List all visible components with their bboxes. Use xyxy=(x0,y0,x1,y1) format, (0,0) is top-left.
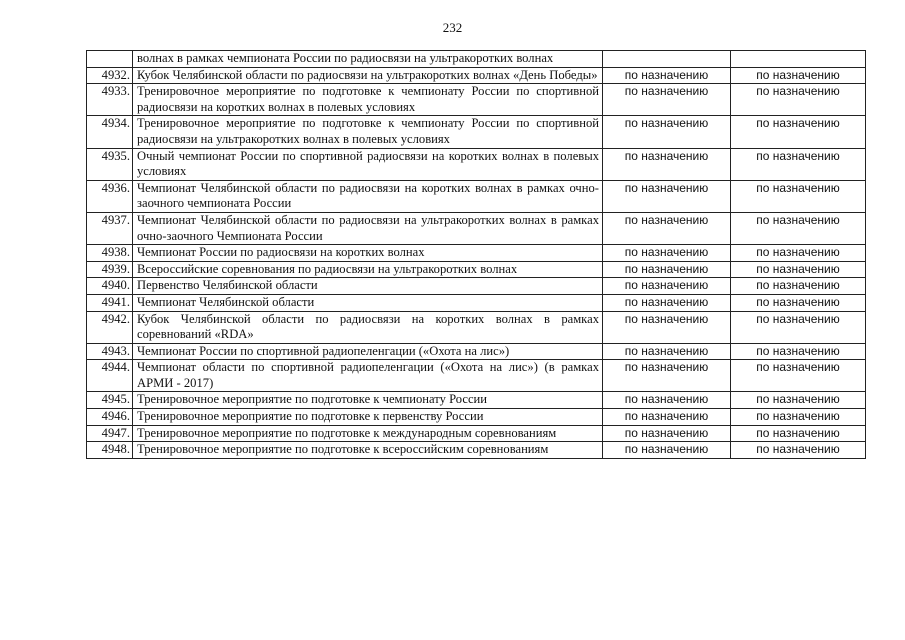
table-row xyxy=(87,51,866,68)
start-date: по назначению xyxy=(603,392,731,409)
start-date xyxy=(603,51,731,68)
row-number: 4935. xyxy=(87,148,133,180)
start-date: по назначению xyxy=(603,212,731,244)
end-date: по назначению xyxy=(731,245,866,262)
start-date: по назначению xyxy=(603,311,731,343)
end-date: по назначению xyxy=(731,212,866,244)
row-number: 4934. xyxy=(87,116,133,148)
table-row xyxy=(87,278,866,295)
end-date xyxy=(731,51,866,68)
end-date: по назначению xyxy=(731,392,866,409)
event-name: Чемпионат области по спортивной радиопеленгации («Охота на лис») (в рамках АРМИ - 2017) xyxy=(133,360,603,392)
table-row xyxy=(87,360,866,392)
event-name: Тренировочное мероприятие по подготовке к чемпионату России по спортивной радиосвязи на коротких волнах в полевых условиях xyxy=(133,84,603,116)
row-number: 4944. xyxy=(87,360,133,392)
event-name: Первенство Челябинской области xyxy=(133,278,603,295)
end-date: по назначению xyxy=(731,409,866,426)
end-date: по назначению xyxy=(731,425,866,442)
table-row xyxy=(87,245,866,262)
start-date: по назначению xyxy=(603,425,731,442)
table-row xyxy=(87,212,866,244)
row-number: 4946. xyxy=(87,409,133,426)
end-date: по назначению xyxy=(731,67,866,84)
table-row xyxy=(87,409,866,426)
row-number: 4945. xyxy=(87,392,133,409)
event-name: Тренировочное мероприятие по подготовке к первенству России xyxy=(133,409,603,426)
event-name: Тренировочное мероприятие по подготовке к международным соревнованиям xyxy=(133,425,603,442)
event-name: Тренировочное мероприятие по подготовке к всероссийским соревнованиям xyxy=(133,442,603,459)
end-date: по назначению xyxy=(731,278,866,295)
table-row xyxy=(87,294,866,311)
start-date: по назначению xyxy=(603,360,731,392)
events-table xyxy=(86,50,866,459)
end-date: по назначению xyxy=(731,442,866,459)
end-date: по назначению xyxy=(731,148,866,180)
start-date: по назначению xyxy=(603,148,731,180)
start-date: по назначению xyxy=(603,180,731,212)
row-number: 4937. xyxy=(87,212,133,244)
table-row xyxy=(87,116,866,148)
end-date: по назначению xyxy=(731,116,866,148)
event-name: Кубок Челябинской области по радиосвязи на коротких волнах в рамках соревнований «RDA» xyxy=(133,311,603,343)
event-name: Очный чемпионат России по спортивной радиосвязи на коротких волнах в полевых условиях xyxy=(133,148,603,180)
table-row xyxy=(87,343,866,360)
end-date: по назначению xyxy=(731,294,866,311)
table-row xyxy=(87,442,866,459)
row-number: 4940. xyxy=(87,278,133,295)
end-date: по назначению xyxy=(731,311,866,343)
events-table-body xyxy=(87,51,866,459)
start-date: по назначению xyxy=(603,116,731,148)
start-date: по назначению xyxy=(603,245,731,262)
start-date: по назначению xyxy=(603,294,731,311)
end-date: по назначению xyxy=(731,360,866,392)
start-date: по назначению xyxy=(603,278,731,295)
start-date: по назначению xyxy=(603,343,731,360)
table-row xyxy=(87,392,866,409)
table-row xyxy=(87,84,866,116)
table-row xyxy=(87,261,866,278)
row-number: 4938. xyxy=(87,245,133,262)
event-name: Чемпионат Челябинской области по радиосвязи на коротких волнах в рамках очно-заочного чемпионата России xyxy=(133,180,603,212)
event-name: Всероссийские соревнования по радиосвязи на ультракоротких волнах xyxy=(133,261,603,278)
row-number: 4942. xyxy=(87,311,133,343)
row-number: 4933. xyxy=(87,84,133,116)
row-number: 4943. xyxy=(87,343,133,360)
row-number: 4947. xyxy=(87,425,133,442)
row-number xyxy=(87,51,133,68)
row-number: 4932. xyxy=(87,67,133,84)
event-name: волнах в рамках чемпионата России по радиосвязи на ультракоротких волнах xyxy=(133,51,603,68)
start-date: по назначению xyxy=(603,67,731,84)
event-name: Чемпионат России по спортивной радиопеленгации («Охота на лис») xyxy=(133,343,603,360)
start-date: по назначению xyxy=(603,84,731,116)
end-date: по назначению xyxy=(731,180,866,212)
table-row xyxy=(87,311,866,343)
row-number: 4941. xyxy=(87,294,133,311)
end-date: по назначению xyxy=(731,84,866,116)
event-name: Кубок Челябинской области по радиосвязи на ультракоротких волнах «День Победы» xyxy=(133,67,603,84)
event-name: Тренировочное мероприятие по подготовке к чемпионату России по спортивной радиосвязи на ультракоротких волнах в полевых условиях xyxy=(133,116,603,148)
page-number: 232 xyxy=(442,20,463,35)
row-number: 4948. xyxy=(87,442,133,459)
start-date: по назначению xyxy=(603,409,731,426)
event-name: Чемпионат Челябинской области по радиосвязи на ультракоротких волнах в рамках очно-заочного Чемпионата России xyxy=(133,212,603,244)
row-number: 4936. xyxy=(87,180,133,212)
start-date: по назначению xyxy=(603,442,731,459)
row-number: 4939. xyxy=(87,261,133,278)
end-date: по назначению xyxy=(731,261,866,278)
table-row xyxy=(87,67,866,84)
table-row xyxy=(87,180,866,212)
start-date: по назначению xyxy=(603,261,731,278)
end-date: по назначению xyxy=(731,343,866,360)
event-name: Чемпионат Челябинской области xyxy=(133,294,603,311)
event-name: Тренировочное мероприятие по подготовке к чемпионату России xyxy=(133,392,603,409)
event-name: Чемпионат России по радиосвязи на коротких волнах xyxy=(133,245,603,262)
table-row xyxy=(87,148,866,180)
table-row xyxy=(87,425,866,442)
